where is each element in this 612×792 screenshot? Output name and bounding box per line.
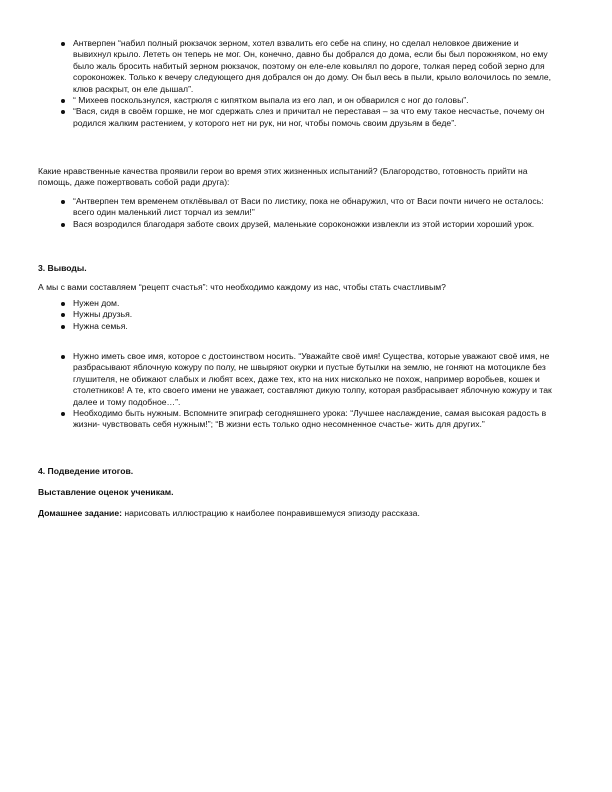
homework-label: Домашнее задание: bbox=[38, 508, 122, 518]
quotes-list bbox=[38, 38, 558, 129]
list-item: Необходимо быть нужным. Вспомните эпиграф сегодняшнего урока: “Лучшее наслаждение, самая высокая радость в жизни- чувствовать себя нужным!”; “В жизни есть только одно несомненное счастье- жить для других.” bbox=[38, 408, 558, 431]
section-heading: 3. Выводы. bbox=[38, 263, 87, 273]
section-heading: 4. Подведение итогов. bbox=[38, 466, 134, 476]
list-item: “Вася, сидя в своём горшке, не мог сдержать слез и причитал не переставая – за что ему такое несчастье, почему он родился жалким растением, у которого нет ни рук, ни ног, чтобы помочь своим друзьям в беде”. bbox=[38, 106, 558, 129]
grades-heading: Выставление оценок ученикам. bbox=[38, 487, 174, 497]
list-item: Нужна семья. bbox=[38, 321, 558, 332]
homework-paragraph bbox=[38, 508, 558, 519]
list-item: Нужен дом. bbox=[38, 298, 558, 309]
recipe-intro: А мы с вами составляем “рецепт счастья”: что необходимо каждому из нас, чтобы стать счастливым? bbox=[38, 282, 446, 292]
homework-text: нарисовать иллюстрацию к наиболее понравившемуся эпизоду рассказа. bbox=[121, 508, 420, 518]
list-item: “ Михеев поскользнулся, кастрюля с кипятком выпала из его лап, и он обварился с ног до головы”. bbox=[38, 95, 558, 106]
conclusions-list bbox=[38, 351, 558, 431]
recipe-list bbox=[38, 298, 558, 332]
list-item: Вася возродился благодаря заботе своих друзей, маленькие сороконожки извлекли из этой истории хороший урок. bbox=[38, 219, 558, 230]
list-item: “Антверпен тем временем отклёвывал от Васи по листику, пока не обнаружил, что от Васи почти ничего не осталось: всего один маленький лист торчал из земли!” bbox=[38, 196, 558, 219]
question-paragraph: Какие нравственные качества проявили герои во время этих жизненных испытаний? (Благородство, готовность прийти на помощь, даже пожертвовать собой ради друга): bbox=[38, 166, 528, 188]
list-item: Нужны друзья. bbox=[38, 309, 558, 320]
list-item: Антверпен “набил полный рюкзачок зерном, хотел взвалить его себе на спину, но сделал неловкое движение и вывихнул крыло. Лететь он теперь не мог. Он, конечно, давно бы добрался до дома, если бы был порожняком, но ему было жаль бросить набитый зерном рюкзачок, поэтому он еле-еле ковылял по дороге, толкая перед собой зерно для сороконожек. Только к вечеру следующего дня добрался он до дому. Он был весь в пыли, крыло волочилось по земле, клюв раскрыт, он еле дышал”. bbox=[38, 38, 558, 95]
qualities-list bbox=[38, 196, 558, 230]
list-item: Нужно иметь свое имя, которое с достоинством носить. “Уважайте своё имя! Существа, которые уважают своё имя, не разбрасывают яблочную кожуру по полу, не швыряют окурки и пустые бутылки на землю, не гоняют на мотоцикле без глушителя, не обижают слабых и любят всех, даже тех, кто на них нисколько не похож, например воробьев, кошек и столетников! А те, кто своего имени не уважает, составляют дикую толпу, которая разбрасывает яблочную кожуру и так далее и тому подобное…”. bbox=[38, 351, 558, 408]
